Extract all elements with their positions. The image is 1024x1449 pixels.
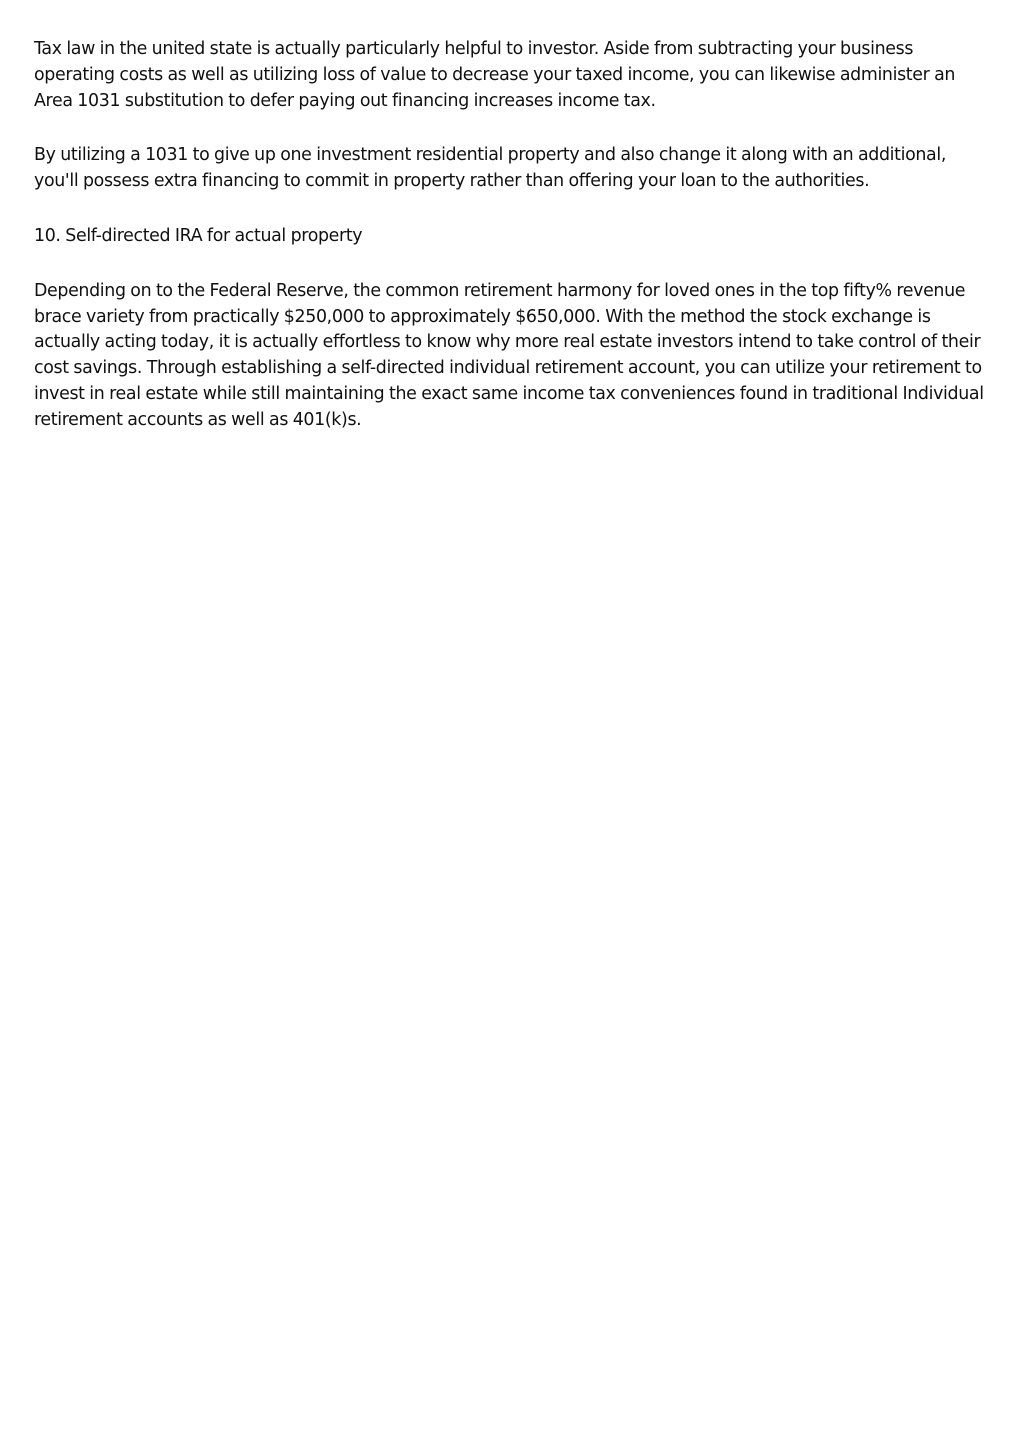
paragraph-1031-exchange: By utilizing a 1031 to give up one investment residential property and also change it along with an additional, you'll possess extra financing to commit in property rather than offering your loan to the authorities. bbox=[34, 145, 947, 192]
paragraph-tax-law: Tax law in the united state is actually particularly helpful to investor. Aside from subtracting your business operating costs as well as utilizing loss of value to decrease your taxed income, you can likewise administer an Area 1031 substitution to defer paying out financing increases income tax. bbox=[34, 39, 956, 111]
article-body bbox=[34, 37, 994, 463]
paragraph-retirement-savings: Depending on to the Federal Reserve, the common retirement harmony for loved ones in the top fifty% revenue brace variety from practically $250,000 to approximately $650,000. With the method the stock exchange is actually acting today, it is actually effortless to know why more real estate investors intend to take control of their cost savings. Through establishing a self-directed individual retirement account, you can utilize your retirement to invest in real estate while still maintaining the exact same income tax conveniences found in traditional Individual retirement accounts as well as 401(k)s. bbox=[34, 280, 984, 430]
section-heading-self-directed-ira: 10. Self-directed IRA for actual property bbox=[34, 225, 363, 246]
